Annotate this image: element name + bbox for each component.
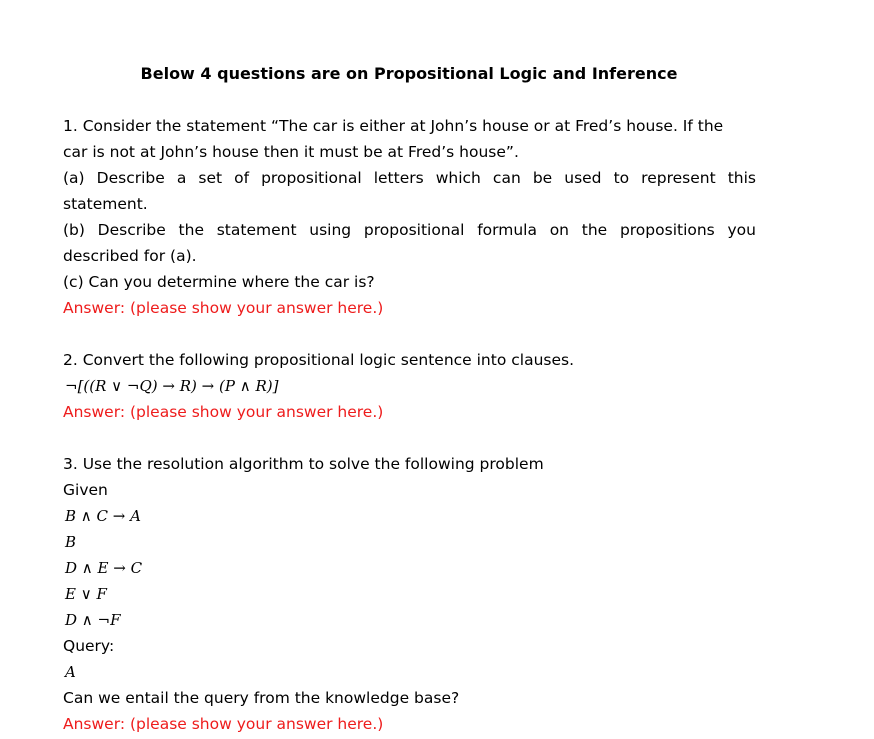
q1-statement-line-2: car is not at John’s house then it must be at Fred’s house”.: [63, 143, 519, 161]
q2-formula: ¬[((R ∨ ¬Q) → R) → (P ∧ R)]: [65, 377, 279, 395]
q1-part-c: (c) Can you determine where the car is?: [63, 273, 375, 291]
spacer: [63, 425, 756, 451]
q3-question: Can we entail the query from the knowledge base?: [63, 689, 460, 707]
q2-answer-placeholder[interactable]: Answer: (please show your answer here.): [63, 403, 384, 421]
q3-given-label: Given: [63, 481, 108, 499]
q2-statement: 2. Convert the following propositional logic sentence into clauses.: [63, 351, 575, 369]
spacer: [63, 321, 756, 347]
questions-body: [63, 113, 756, 737]
q1-part-b-line-2: described for (a).: [63, 247, 197, 265]
kb-formula-5: D ∧ ¬F: [65, 611, 121, 629]
q3-query-label: Query:: [63, 637, 115, 655]
kb-formula-3: D ∧ E → C: [65, 559, 143, 577]
q1-part-a-line-2: statement.: [63, 195, 148, 213]
section-heading: Below 4 questions are on Propositional Logic and Inference: [140, 64, 678, 83]
q1-answer-placeholder[interactable]: Answer: (please show your answer here.): [63, 299, 384, 317]
q3-answer-placeholder[interactable]: Answer: (please show your answer here.): [63, 715, 384, 733]
q3-query-formula: A: [65, 663, 76, 681]
q1-part-b-line-1: (b) Describe the statement using propositional formula on the propositions you: [63, 221, 756, 239]
q1-part-a-line-1: (a) Describe a set of propositional letters which can be used to represent this: [63, 169, 756, 187]
question-3: [63, 451, 756, 737]
kb-formula-1: B ∧ C → A: [65, 507, 141, 525]
question-1: [63, 113, 756, 321]
kb-formula-4: E ∨ F: [65, 585, 107, 603]
q1-statement-line-1: 1. Consider the statement “The car is either at John’s house or at Fred’s house. If the: [63, 117, 724, 135]
kb-formula-2: B: [65, 533, 77, 551]
question-2: [63, 347, 756, 425]
q3-statement: 3. Use the resolution algorithm to solve the following problem: [63, 455, 544, 473]
